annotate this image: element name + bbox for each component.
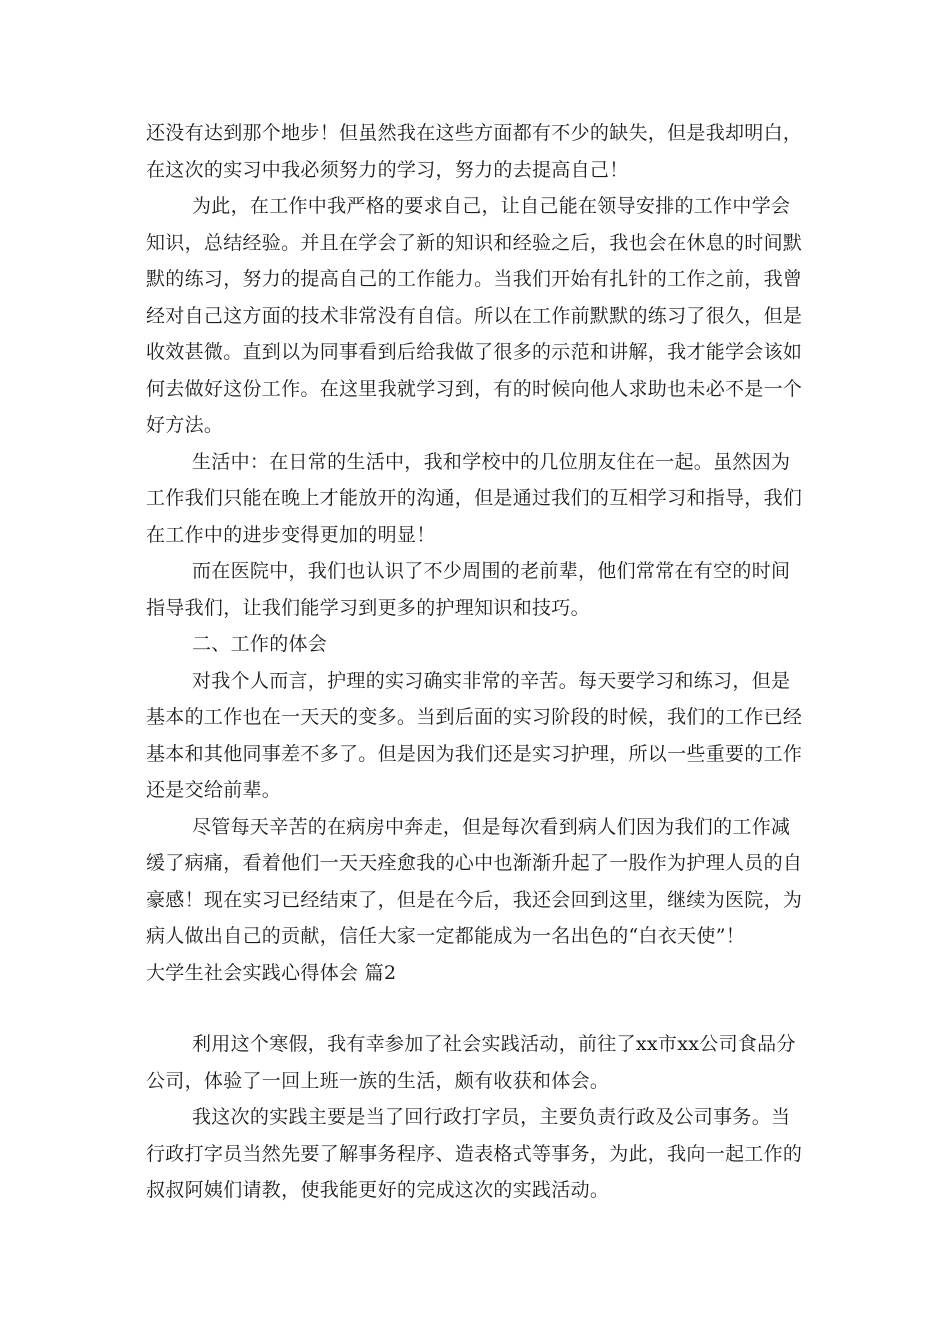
section-subheading: 二、工作的体会 <box>192 633 328 655</box>
paragraph-life: 生活中：在日常的生活中，我和学校中的几位朋友住在一起。虽然因为工作我们只能在晚上才能放开的沟通，但是通过我们的互相学习和指导，我们在工作中的进步变得更加的明显！ <box>146 450 803 546</box>
paragraph-intro: 利用这个寒假，我有幸参加了社会实践活动，前往了xx市xx公司食品分公司，体验了一回上班一族的生活，颇有收获和体会。 <box>146 1033 796 1092</box>
paragraph-practice: 我这次的实践主要是当了回行政打字员，主要负责行政及公司事务。当行政打字员当然先要了解事务程序、造表格式等事务，为此，我向一起工作的叔叔阿姨们请教，使我能更好的完成这次的实践活动。 <box>146 1106 803 1201</box>
article-1-body <box>146 115 806 991</box>
paragraph-hospital: 而在医院中，我们也认识了不少周围的老前辈，他们常常在有空的时间指导我们，让我们能学习到更多的护理知识和技巧。 <box>146 560 791 619</box>
paragraph-continuation: 还没有达到那个地步！但虽然我在这些方面都有不少的缺失，但是我却明白，在这次的实习中我必须努力的学习，努力的去提高自己！ <box>146 122 803 181</box>
paragraph-closing: 尽管每天辛苦的在病房中奔走，但是每次看到病人们因为我们的工作减缓了病痛，看着他们一天天痊愈我的心中也渐渐升起了一股作为护理人员的自豪感！现在实习已经结束了，但是在今后，我还会回到这里，继续为医院，为病人做出自己的贡献，信任大家一定都能成为一名出色的“白衣天使”！ <box>146 815 803 947</box>
paragraph-work: 为此，在工作中我严格的要求自己，让自己能在领导安排的工作中学会知识，总结经验。并且在学会了新的知识和经验之后，我也会在休息的时间默默的练习，努力的提高自己的工作能力。当我们开始有扎针的工作之前，我曾经对自己这方面的技术非常没有自信。所以在工作前默默的练习了很久，但是收效甚微。直到以为同事看到后给我做了很多的示范和讲解，我才能学会该如何去做好这份工作。在这里我就学习到，有的时候向他人求助也未必不是一个好方法。 <box>146 195 803 436</box>
paragraph-feeling: 对我个人而言，护理的实习确实非常的辛苦。每天要学习和练习，但是基本的工作也在一天天的变多。当到后面的实习阶段的时候，我们的工作已经基本和其他同事差不多了。但是因为我们还是实习护理，所以一些重要的工作还是交给前辈。 <box>146 669 803 801</box>
article-2-body <box>146 1026 806 1209</box>
article-2-title: 大学生社会实践心得体会 篇2 <box>146 961 397 984</box>
